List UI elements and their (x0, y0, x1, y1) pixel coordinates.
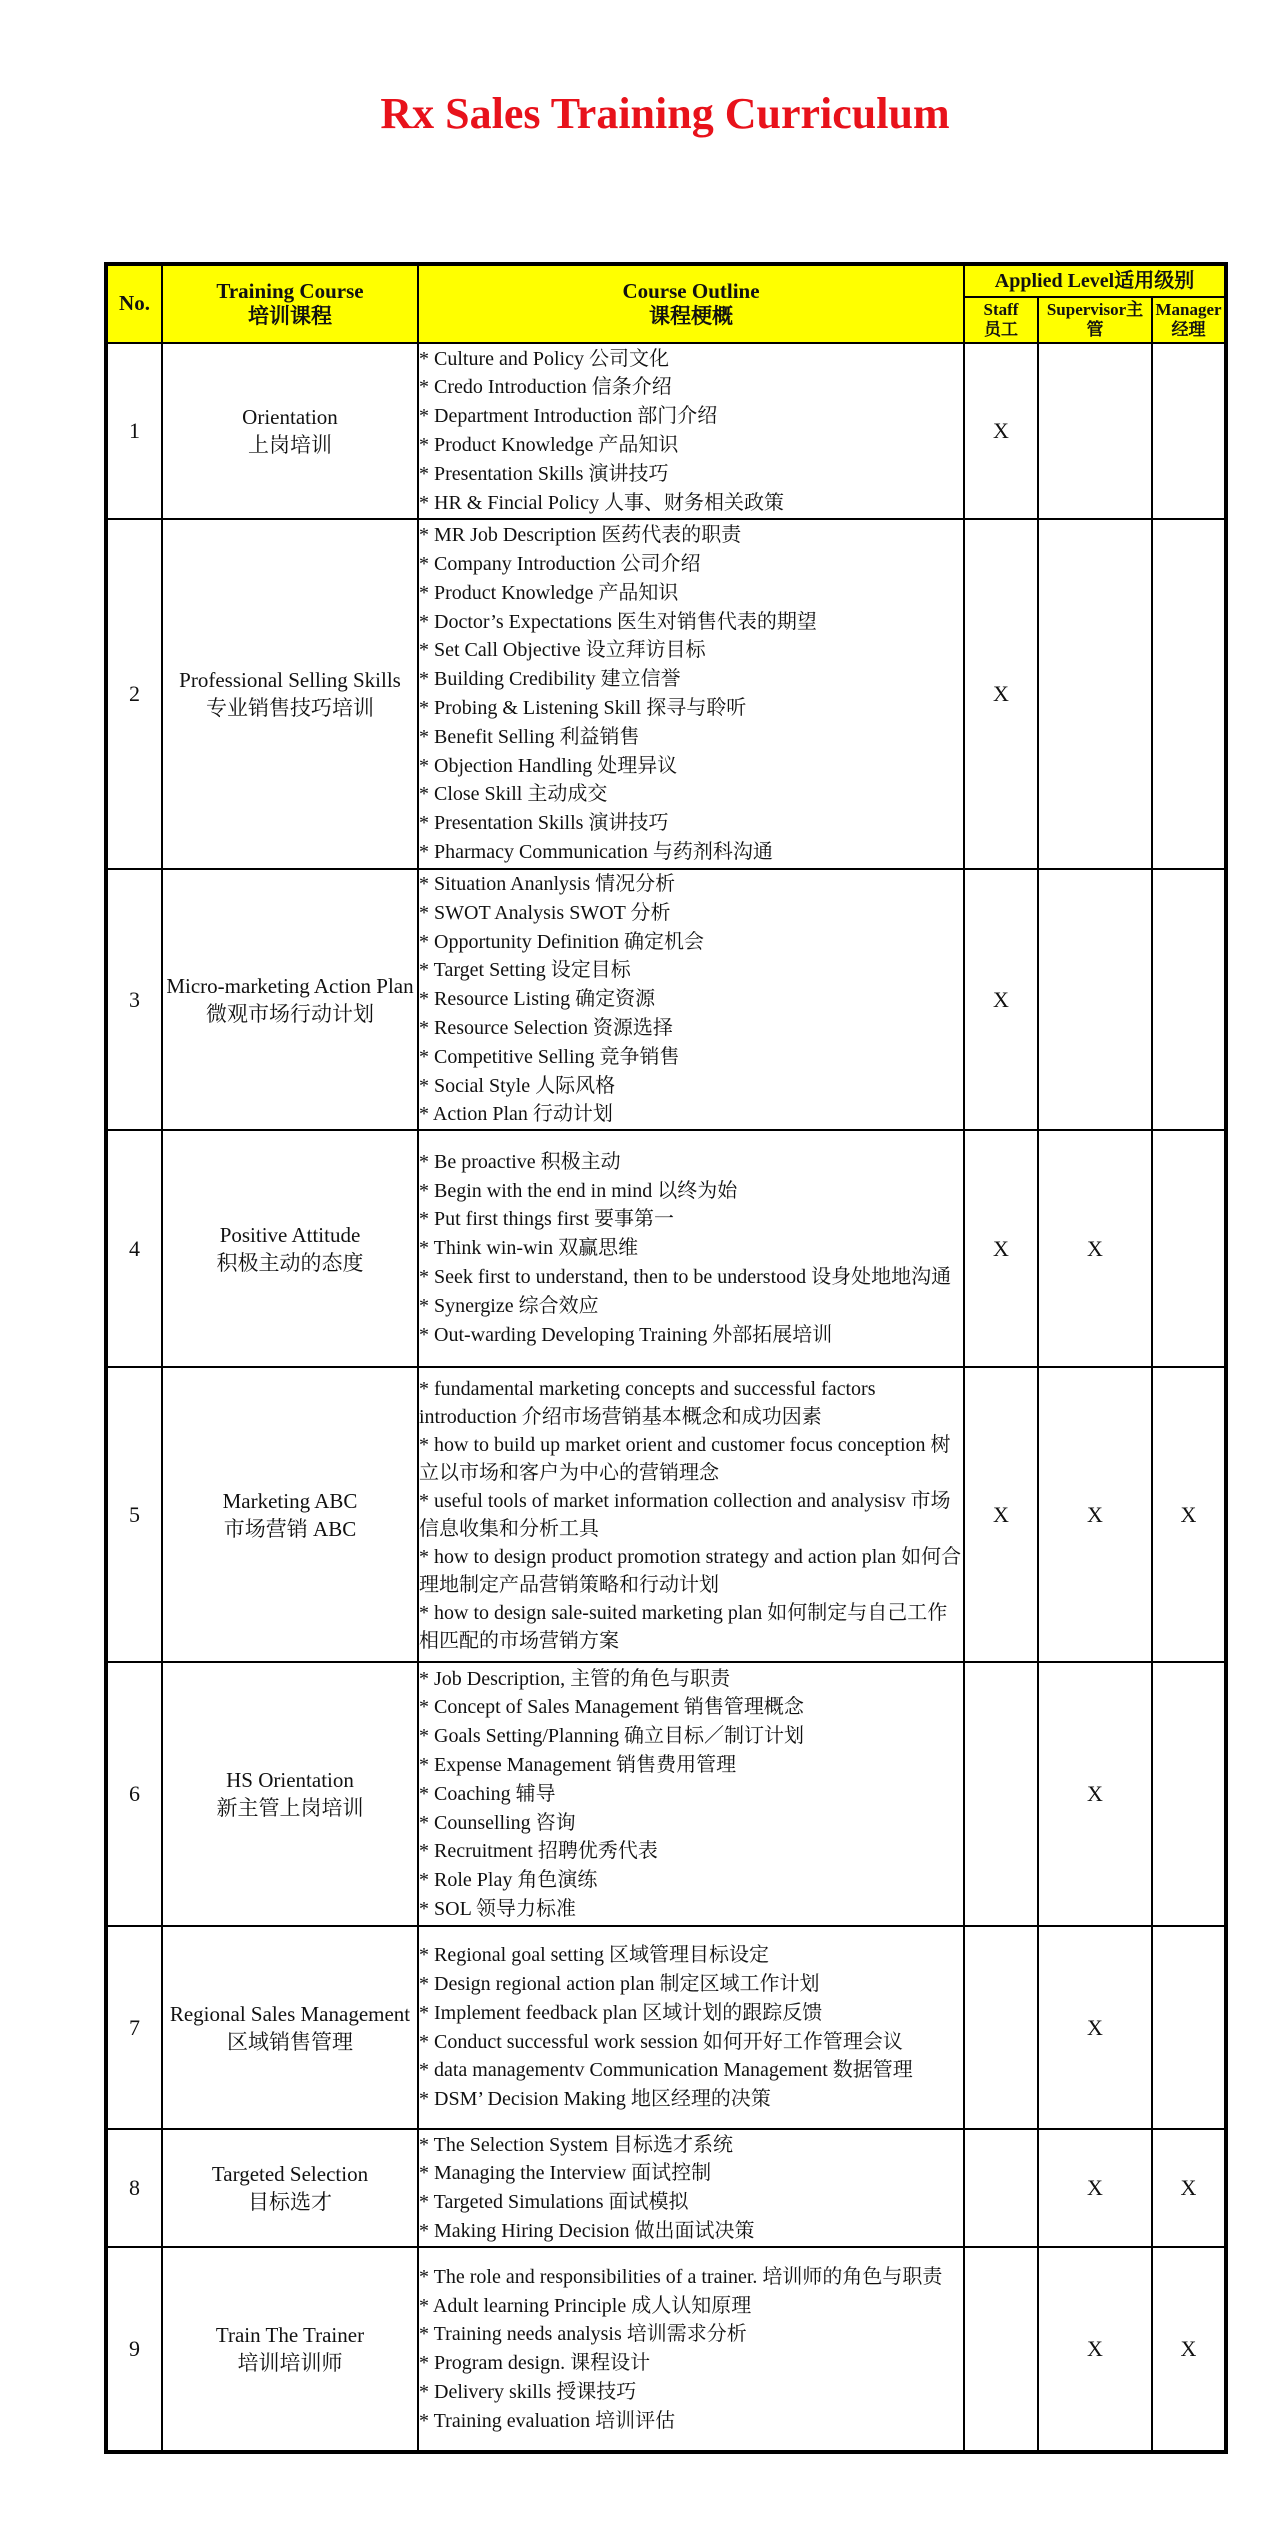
table-row (106, 1367, 1226, 1662)
table-body (106, 343, 1226, 2452)
outline-item: * Pharmacy Communication 与药剂科沟通 (419, 838, 963, 867)
outline-item: * Expense Management 销售费用管理 (419, 1751, 963, 1780)
outline-item: * Put first things first 要事第一 (419, 1205, 963, 1234)
header-no: No. (106, 264, 162, 343)
course-name-cn: 微观市场行动计划 (206, 1001, 374, 1026)
outline-item: * data managementv Communication Management 数据管理 (419, 2056, 963, 2085)
outline-item: * Presentation Skills 演讲技巧 (419, 460, 963, 489)
staff-level-mark (964, 1926, 1038, 2129)
outline-item: * how to build up market orient and customer focus conception 树立以市场和客户为中心的营销理念 (419, 1431, 963, 1487)
outline-item: * Training needs analysis 培训需求分析 (419, 2320, 963, 2349)
outline-item: * The Selection System 目标选才系统 (419, 2131, 963, 2160)
outline-item: * Adult learning Principle 成人认知原理 (419, 2292, 963, 2321)
outline-item: * Conduct successful work session 如何开好工作管理会议 (419, 2028, 963, 2057)
outline-item: * useful tools of market information collection and analysisv 市场信息收集和分析工具 (419, 1487, 963, 1543)
outline-item: * Out-warding Developing Training 外部拓展培训 (419, 1321, 963, 1350)
header-manager-en: Manager (1155, 299, 1222, 319)
row-number: 3 (106, 869, 162, 1130)
training-course-cell (162, 519, 418, 869)
outline-item: * Delivery skills 授课技巧 (419, 2378, 963, 2407)
header-applied-level: Applied Level适用级别 (964, 264, 1226, 297)
page-title: Rx Sales Training Curriculum (380, 89, 950, 138)
row-number: 5 (106, 1367, 162, 1662)
supervisor-level-mark: X (1038, 2247, 1152, 2452)
training-course-cell (162, 1367, 418, 1662)
training-course-cell (162, 1130, 418, 1367)
outline-list (419, 2131, 963, 2246)
supervisor-level-mark (1038, 519, 1152, 869)
course-name-en: HS Orientation (226, 1768, 354, 1793)
outline-list (419, 345, 963, 518)
outline-item: * Resource Selection 资源选择 (419, 1014, 963, 1043)
staff-level-mark (964, 2129, 1038, 2247)
outline-item: * Regional goal setting 区域管理目标设定 (419, 1941, 963, 1970)
outline-item: * Presentation Skills 演讲技巧 (419, 809, 963, 838)
row-number: 7 (106, 1926, 162, 2129)
outline-item: * fundamental marketing concepts and successful factors introduction 介绍市场营销基本概念和成功因素 (419, 1375, 963, 1431)
row-number: 4 (106, 1130, 162, 1367)
course-name-cn: 上岗培训 (248, 433, 332, 457)
course-outline-cell (418, 2247, 964, 2452)
course-name-cn: 目标选才 (248, 2190, 332, 2215)
course-outline-cell (418, 1130, 964, 1367)
outline-item: * Be proactive 积极主动 (419, 1148, 963, 1177)
outline-item: * Probing & Listening Skill 探寻与聆听 (419, 694, 963, 723)
outline-list (419, 1148, 963, 1350)
outline-item: * Opportunity Definition 确定机会 (419, 928, 963, 957)
outline-list (419, 870, 963, 1129)
course-name-en: Positive Attitude (219, 1222, 361, 1247)
staff-level-mark: X (964, 343, 1038, 519)
staff-level-mark (964, 1662, 1038, 1926)
outline-item: * Seek first to understand, then to be understood 设身处地地沟通 (419, 1263, 963, 1292)
staff-level-mark: X (964, 869, 1038, 1130)
outline-list (419, 1665, 963, 1924)
header-staff (964, 297, 1038, 343)
manager-level-mark (1152, 1130, 1226, 1367)
table-row (106, 869, 1226, 1130)
course-name-en: Professional Selling Skills (179, 668, 401, 692)
header-manager-cn: 经理 (1171, 320, 1206, 339)
training-course-cell (162, 343, 418, 519)
header-outline-cn: 课程梗概 (649, 304, 733, 328)
training-course-cell (162, 2129, 418, 2247)
outline-item: * Job Description, 主管的角色与职责 (419, 1665, 963, 1694)
outline-list (419, 1941, 963, 2114)
staff-level-mark: X (964, 1367, 1038, 1662)
supervisor-level-mark: X (1038, 1130, 1152, 1367)
outline-item: * Target Setting 设定目标 (419, 956, 963, 985)
supervisor-level-mark (1038, 869, 1152, 1130)
course-name-en: Regional Sales Management (169, 2001, 411, 2026)
course-name-en: Train The Trainer (215, 2323, 365, 2348)
course-name-cn: 市场营销 ABC (223, 1516, 357, 1541)
table-row (106, 519, 1226, 869)
course-name-en: Micro-marketing Action Plan (166, 973, 414, 998)
course-outline-cell (418, 343, 964, 519)
outline-item: * Concept of Sales Management 销售管理概念 (419, 1693, 963, 1722)
course-outline-cell (418, 1926, 964, 2129)
outline-item: * Recruitment 招聘优秀代表 (419, 1837, 963, 1866)
outline-item: * SWOT Analysis SWOT 分析 (419, 899, 963, 928)
outline-item: * Making Hiring Decision 做出面试决策 (419, 2217, 963, 2246)
outline-item: * MR Job Description 医药代表的职责 (419, 521, 963, 550)
outline-item: * Building Credibility 建立信誉 (419, 665, 963, 694)
row-number: 1 (106, 343, 162, 519)
staff-level-mark: X (964, 519, 1038, 869)
header-staff-en: Staff (983, 299, 1019, 319)
header-staff-cn: 员工 (984, 320, 1018, 339)
outline-item: * Think win-win 双赢思维 (419, 1234, 963, 1263)
outline-item: * DSM’ Decision Making 地区经理的决策 (419, 2085, 963, 2114)
row-number: 8 (106, 2129, 162, 2247)
outline-item: * Product Knowledge 产品知识 (419, 431, 963, 460)
supervisor-level-mark: X (1038, 1926, 1152, 2129)
outline-item: * Program design. 课程设计 (419, 2349, 963, 2378)
outline-item: * Action Plan 行动计划 (419, 1100, 963, 1129)
course-name-cn: 新主管上岗培训 (216, 1796, 364, 1821)
manager-level-mark: X (1152, 1367, 1226, 1662)
header-outline-en: Course Outline (622, 278, 760, 303)
table-row (106, 2129, 1226, 2247)
outline-item: * Product Knowledge 产品知识 (419, 579, 963, 608)
training-course-cell (162, 1662, 418, 1926)
manager-level-mark (1152, 1926, 1226, 2129)
outline-item: * Design regional action plan 制定区域工作计划 (419, 1970, 963, 1999)
course-name-cn: 专业销售技巧培训 (206, 696, 374, 720)
outline-item: * Company Introduction 公司介绍 (419, 550, 963, 579)
staff-level-mark (964, 2247, 1038, 2452)
manager-level-mark (1152, 1662, 1226, 1926)
outline-item: * Synergize 综合效应 (419, 1292, 963, 1321)
outline-item: * Implement feedback plan 区域计划的跟踪反馈 (419, 1999, 963, 2028)
table-row (106, 343, 1226, 519)
header-training-course (162, 264, 418, 343)
manager-level-mark (1152, 519, 1226, 869)
outline-item: * Set Call Objective 设立拜访目标 (419, 636, 963, 665)
outline-item: * how to design sale-suited marketing plan 如何制定与自己工作相匹配的市场营销方案 (419, 1599, 963, 1655)
outline-item: * Resource Listing 确定资源 (419, 985, 963, 1014)
table-row (106, 1662, 1226, 1926)
outline-item: * Role Play 角色演练 (419, 1866, 963, 1895)
curriculum-table (104, 262, 1228, 2454)
training-course-cell (162, 869, 418, 1130)
table-row (106, 1926, 1226, 2129)
course-name-en: Marketing ABC (222, 1488, 358, 1513)
course-name-cn: 区域销售管理 (227, 2029, 353, 2054)
outline-item: * Close Skill 主动成交 (419, 780, 963, 809)
course-outline-cell (418, 1367, 964, 1662)
outline-list (419, 521, 963, 867)
outline-item: * Culture and Policy 公司文化 (419, 345, 963, 374)
row-number: 9 (106, 2247, 162, 2452)
course-name-cn: 培训培训师 (237, 2351, 343, 2376)
header-course-cn: 培训课程 (248, 304, 332, 328)
outline-item: * Social Style 人际风格 (419, 1072, 963, 1101)
row-number: 6 (106, 1662, 162, 1926)
manager-level-mark: X (1152, 2129, 1226, 2247)
outline-item: * Targeted Simulations 面试模拟 (419, 2188, 963, 2217)
supervisor-level-mark: X (1038, 1662, 1152, 1926)
table-header (106, 264, 1226, 343)
supervisor-level-mark: X (1038, 2129, 1152, 2247)
outline-item: * Coaching 辅导 (419, 1780, 963, 1809)
outline-item: * SOL 领导力标准 (419, 1895, 963, 1924)
outline-list (419, 1375, 963, 1655)
course-name-en: Targeted Selection (211, 2162, 369, 2187)
manager-level-mark (1152, 343, 1226, 519)
header-supervisor: Supervisor主管 (1038, 297, 1152, 343)
course-outline-cell (418, 1662, 964, 1926)
outline-item: * Objection Handling 处理异议 (419, 752, 963, 781)
outline-item: * Doctor’s Expectations 医生对销售代表的期望 (419, 608, 963, 637)
supervisor-level-mark (1038, 343, 1152, 519)
outline-item: * Goals Setting/Planning 确立目标／制订计划 (419, 1722, 963, 1751)
header-course-en: Training Course (216, 278, 364, 303)
outline-item: * HR & Fincial Policy 人事、财务相关政策 (419, 489, 963, 518)
header-course-outline (418, 264, 964, 343)
outline-item: * Training evaluation 培训评估 (419, 2407, 963, 2436)
outline-item: * Situation Ananlysis 情况分析 (419, 870, 963, 899)
course-name-cn: 积极主动的态度 (216, 1250, 364, 1275)
training-course-cell (162, 1926, 418, 2129)
outline-item: * Competitive Selling 竞争销售 (419, 1043, 963, 1072)
table-row (106, 1130, 1226, 1367)
course-outline-cell (418, 519, 964, 869)
outline-item: * Department Introduction 部门介绍 (419, 402, 963, 431)
manager-level-mark: X (1152, 2247, 1226, 2452)
outline-list (419, 2263, 963, 2436)
row-number: 2 (106, 519, 162, 869)
outline-item: * Begin with the end in mind 以终为始 (419, 1177, 963, 1206)
course-outline-cell (418, 2129, 964, 2247)
manager-level-mark (1152, 869, 1226, 1130)
course-outline-cell (418, 869, 964, 1130)
staff-level-mark: X (964, 1130, 1038, 1367)
supervisor-level-mark: X (1038, 1367, 1152, 1662)
training-course-cell (162, 2247, 418, 2452)
outline-item: * Benefit Selling 利益销售 (419, 723, 963, 752)
outline-item: * The role and responsibilities of a trainer. 培训师的角色与职责 (419, 2263, 963, 2292)
outline-item: * Managing the Interview 面试控制 (419, 2159, 963, 2188)
outline-item: * how to design product promotion strategy and action plan 如何合理地制定产品营销策略和行动计划 (419, 1543, 963, 1599)
outline-item: * Counselling 咨询 (419, 1809, 963, 1838)
table-row (106, 2247, 1226, 2452)
course-name-en: Orientation (242, 405, 338, 429)
header-manager (1152, 297, 1226, 343)
outline-item: * Credo Introduction 信条介绍 (419, 373, 963, 402)
